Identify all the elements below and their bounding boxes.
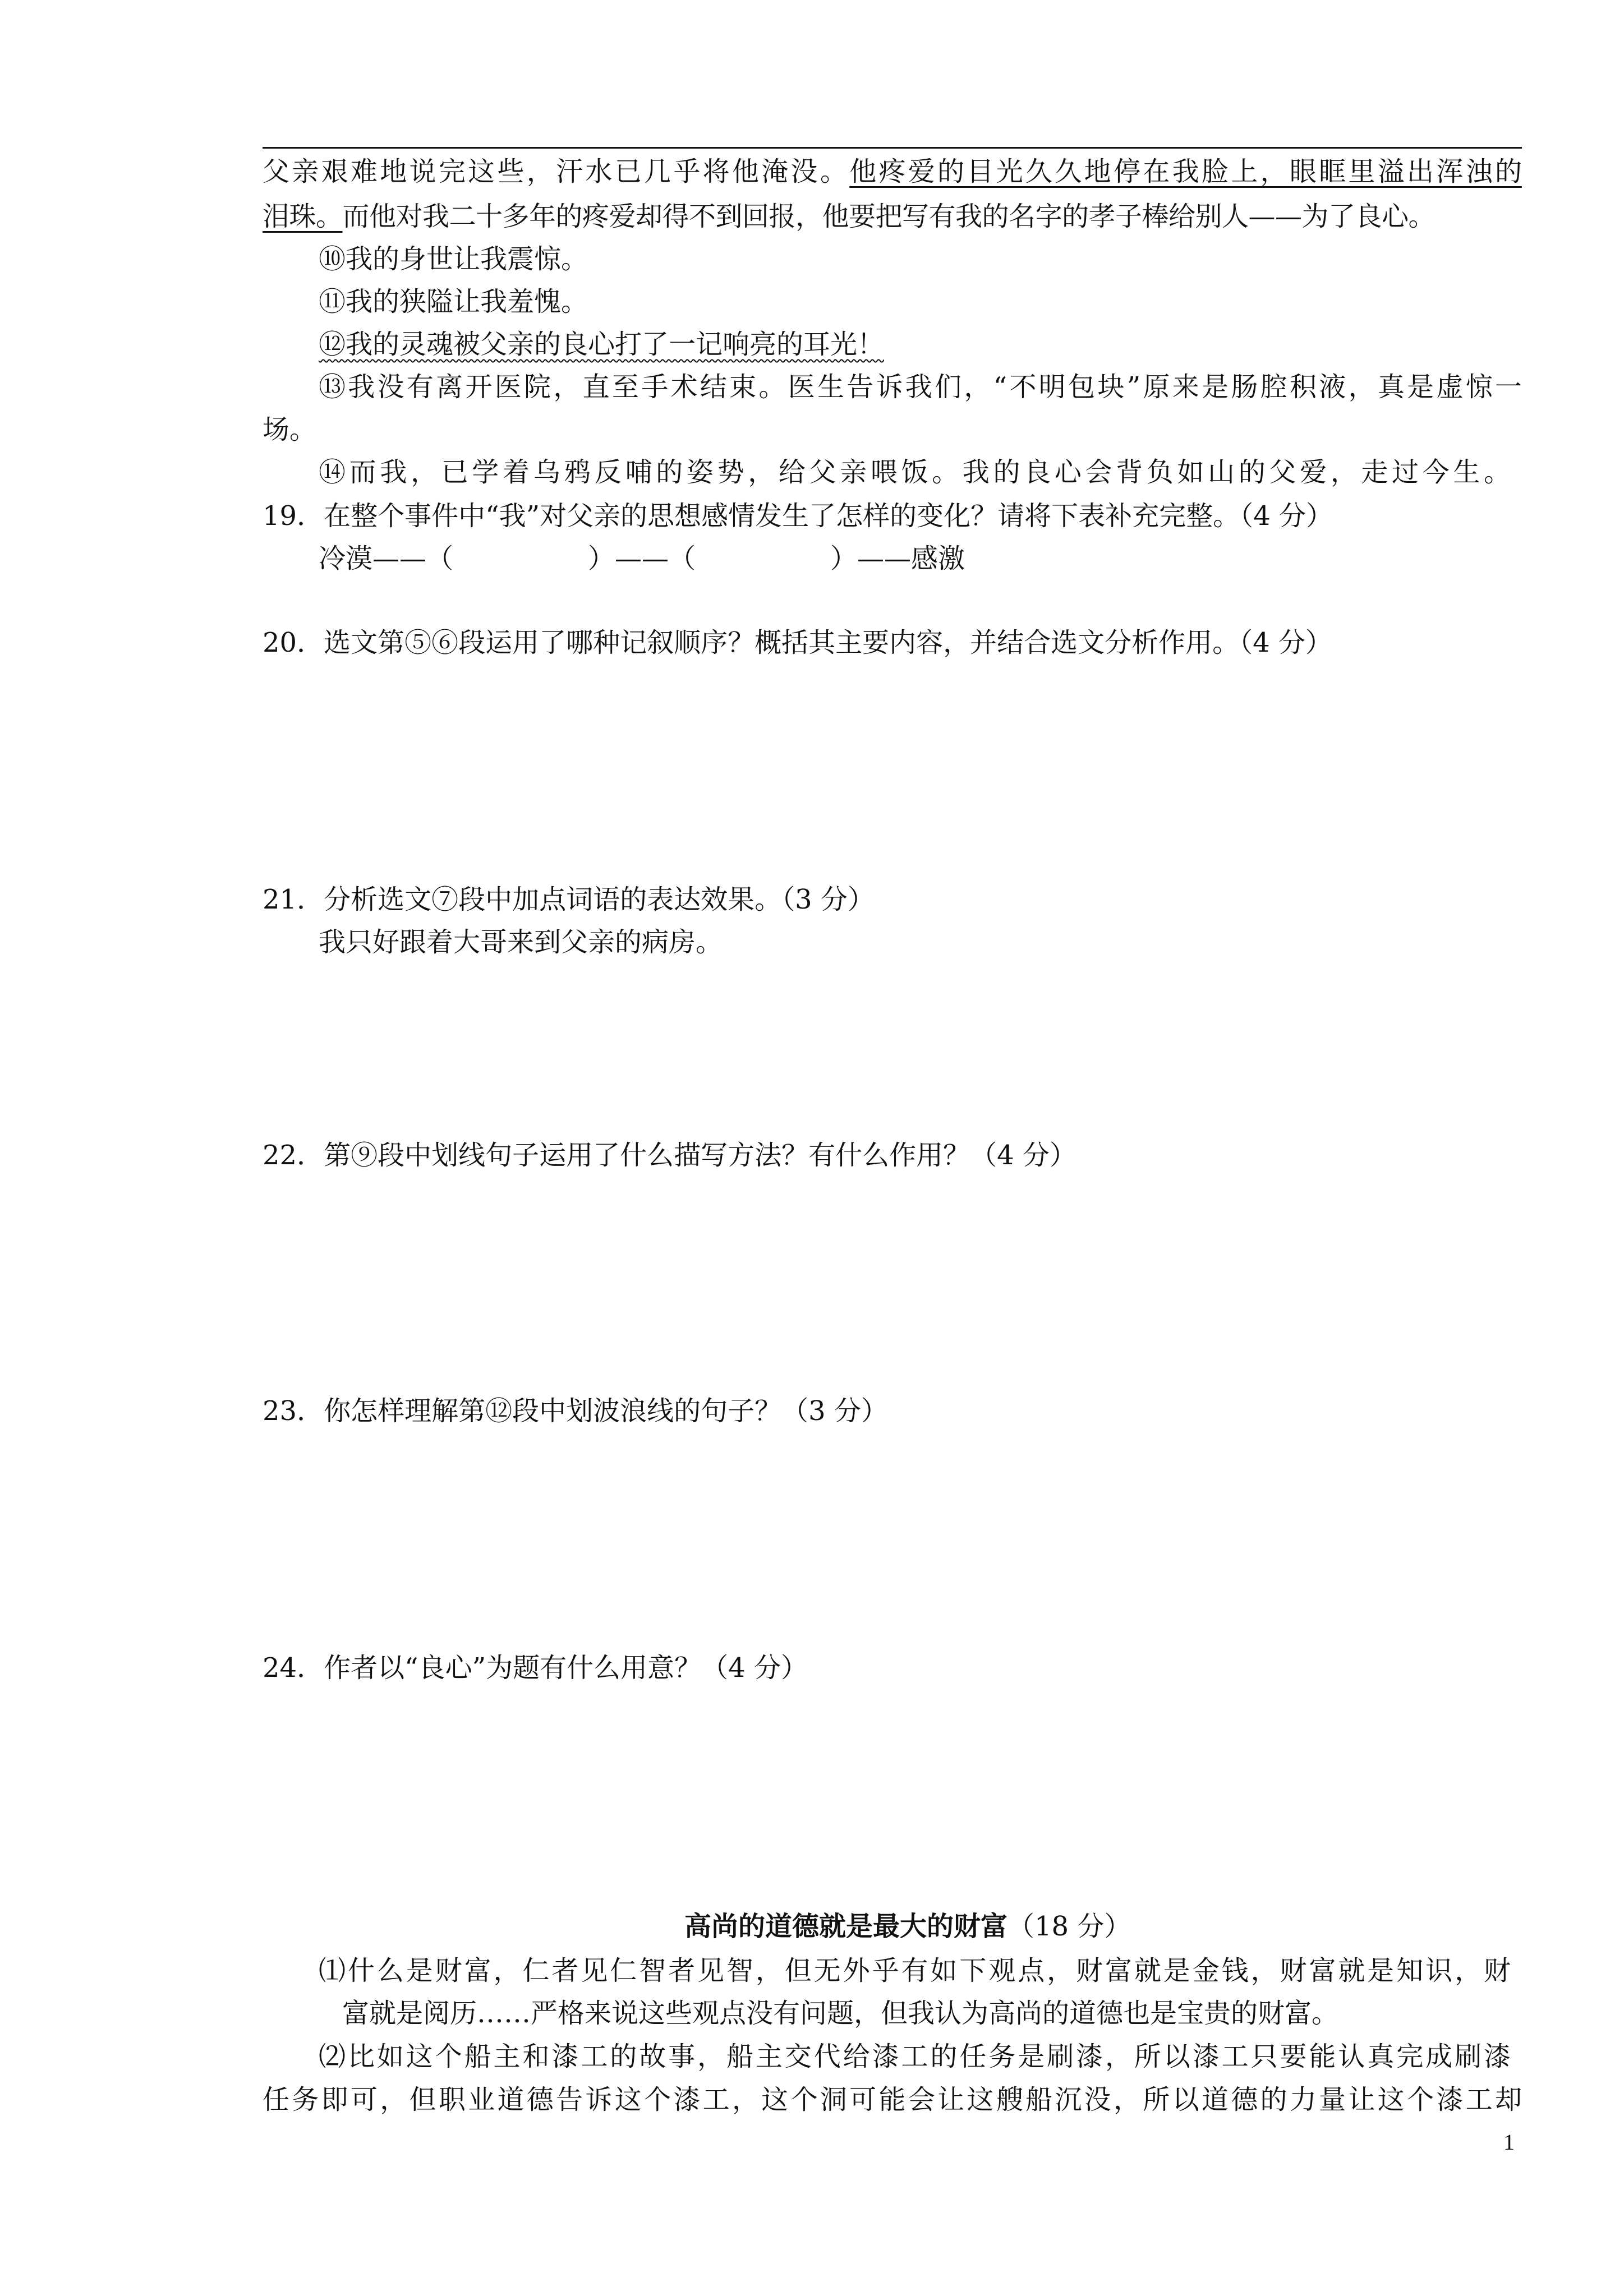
question-21-sentence: 我只好跟着大哥来到父亲的病房。 <box>319 926 723 958</box>
header-rule <box>263 147 1522 149</box>
passage-2-heading <box>684 1913 1131 1940</box>
passage-text: 而他对我二十多年的疼爱却得不到回报，他要把写有我的名字的孝子棒给别人——为了良心。 <box>342 201 1436 232</box>
passage-line-2 <box>263 203 1522 230</box>
paragraph-10: ⑩我的身世让我震惊。 <box>319 243 588 275</box>
question-23: 23．你怎样理解第⑫段中划波浪线的句子？（3 分） <box>263 1395 888 1427</box>
paragraph-12 <box>319 331 884 358</box>
question-24: 24．作者以“良心”为题有什么用意？（4 分） <box>263 1652 808 1684</box>
question-20: 20．选文第⑤⑥段运用了哪种记叙顺序？概括其主要内容，并结合选文分析作用。（4 分） <box>263 627 1332 658</box>
question-22: 22．第⑨段中划线句子运用了什么描写方法？有什么作用？（4 分） <box>263 1140 1076 1171</box>
wavy-underlined-sentence: ⑫我的灵魂被父亲的良心打了一记响亮的耳光！ <box>319 329 885 360</box>
passage-2-p1-line-2: 富就是阅历……严格来说这些观点没有问题，但我认为高尚的道德也是宝贵的财富。 <box>342 1998 1339 2029</box>
passage-2-p2-line-1: ⑵比如这个船主和漆工的故事，船主交代给漆工的任务是刷漆，所以漆工只要能认真完成刷漆 <box>319 2041 1511 2072</box>
paragraph-13-line-1: ⑬我没有离开医院，直至手术结束。医生告诉我们，“不明包块”原来是肠腔积液，真是虚惊一 <box>319 371 1522 403</box>
question-21: 21．分析选文⑦段中加点词语的表达效果。（3 分） <box>263 884 875 915</box>
paragraph-14: ⑭而我，已学着乌鸦反哺的姿势，给父亲喂饭。我的良心会背负如山的父爱，走过今生。 <box>319 457 1511 488</box>
question-19-fill: 冷漠——（ ）——（ ）——感激 <box>319 543 965 574</box>
paragraph-11: ⑪我的狭隘让我羞愧。 <box>319 286 588 317</box>
question-19: 19．在整个事件中“我”对父亲的思想感情发生了怎样的变化？请将下表补充完整。（4 分） <box>263 500 1333 532</box>
passage-line-1 <box>263 158 1522 185</box>
passage-2-p1-line-1: ⑴什么是财富，仁者见仁智者见智，但无外乎有如下观点，财富就是金钱，财富就是知识，财 <box>319 1955 1511 1986</box>
passage-2-p2-line-2: 任务即可，但职业道德告诉这个漆工，这个洞可能会让这艘船沉没，所以道德的力量让这个漆工却 <box>263 2084 1522 2115</box>
page-number: 1 <box>1503 2129 1515 2155</box>
paragraph-13-line-2: 场。 <box>263 414 317 445</box>
underlined-sentence: 他疼爱的目光久久地停在我脸上，眼眶里溢出浑浊的 <box>849 156 1522 187</box>
passage-2-score: （18 分） <box>1007 1911 1131 1942</box>
underlined-sentence-end: 泪珠。 <box>263 201 343 232</box>
passage-text: 父亲艰难地说完这些，汗水已几乎将他淹没。 <box>263 156 850 187</box>
passage-2-title: 高尚的道德就是最大的财富 <box>684 1911 1008 1942</box>
